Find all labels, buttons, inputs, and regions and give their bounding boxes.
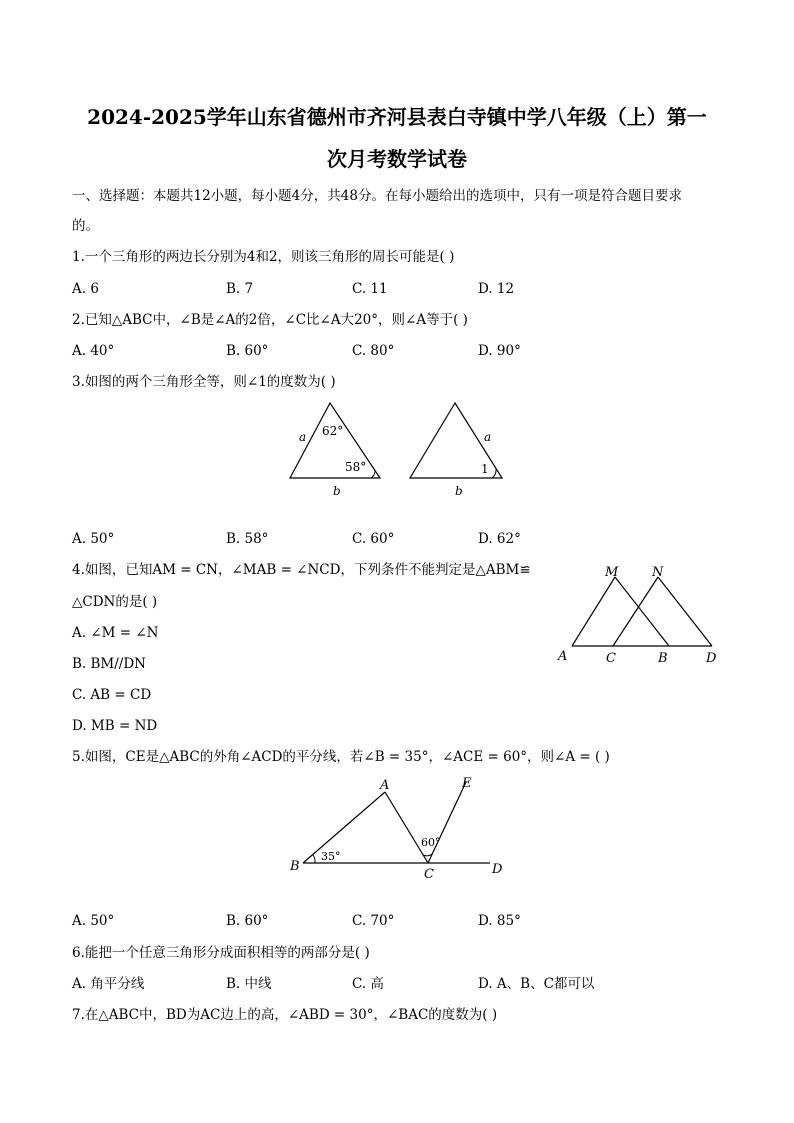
q5-option-c: C. 70° (352, 913, 395, 929)
question-2-stem: 2.已知△ABC中，∠B是∠A的2倍，∠C比∠A大20°，则∠A等于( ) (72, 312, 468, 328)
q3-option-c: C. 60° (352, 531, 395, 547)
q5-angle-ace-label: 60° (421, 836, 441, 849)
q4-label-n: N (652, 565, 664, 580)
question-6-stem: 6.能把一个任意三角形分成面积相等的两部分是( ) (72, 945, 370, 961)
q3-right-side-a: a (484, 430, 492, 444)
q5-option-d: D. 85° (478, 913, 521, 929)
q4-label-m: M (605, 565, 619, 580)
q4-option-a: A. ∠M = ∠N (72, 625, 159, 641)
q5-label-d: D (492, 862, 503, 877)
q3-option-b: B. 58° (226, 531, 269, 547)
q4-option-d: D. MB = ND (72, 718, 158, 734)
exam-title-line1: 2024-2025学年山东省德州市齐河县表白寺镇中学八年级（上）第一 (87, 105, 707, 129)
q3-right-angle-arc (492, 469, 496, 478)
q4-option-c: C. AB = CD (72, 687, 152, 703)
q4-option-b: B. BM//DN (72, 656, 146, 672)
section-heading-cont: 的。 (72, 218, 99, 234)
q5-label-e: E (462, 776, 472, 791)
q5-option-a: A. 50° (72, 913, 115, 929)
q5-option-b: B. 60° (226, 913, 269, 929)
q3-left-angle-right: 58° (345, 460, 367, 474)
q4-figure (555, 560, 725, 670)
question-7-stem: 7.在△ABC中，BD为AC边上的高，∠ABD = 30°，∠BAC的度数为( ) (72, 1007, 498, 1023)
q2-option-c: C. 80° (352, 343, 395, 359)
q5-figure (285, 770, 515, 885)
question-4-stem-cont: △CDN的是( ) (72, 594, 158, 610)
q1-option-a: A. 6 (72, 281, 99, 297)
section-heading: 一、选择题：本题共12小题，每小题4分，共48分。在每小题给出的选项中，只有一项是符合题目要求 (72, 188, 682, 204)
q3-left-side-b: b (333, 484, 341, 498)
q3-left-angle-arc (371, 470, 375, 478)
q4-label-d: D (706, 651, 717, 666)
q5-angle-b-arc (313, 855, 315, 863)
question-1-stem: 1.一个三角形的两边长分别为4和2，则该三角形的周长可能是( ) (72, 249, 455, 265)
q4-label-a: A (558, 649, 568, 664)
q3-triangles-figure (280, 395, 520, 505)
q2-option-a: A. 40° (72, 343, 115, 359)
q1-option-c: C. 11 (352, 281, 388, 297)
q4-label-c: C (606, 651, 616, 666)
q3-left-side-a: a (299, 430, 307, 444)
q3-left-angle-top: 62° (322, 424, 344, 438)
q5-angle-c-arc (423, 854, 432, 856)
q5-label-a: A (380, 778, 390, 793)
q6-option-b: B. 中线 (226, 976, 272, 992)
q4-label-b: B (658, 651, 668, 666)
q3-option-d: D. 62° (478, 531, 521, 547)
q3-right-side-b: b (455, 484, 463, 498)
question-4-stem: 4.如图，已知AM = CN，∠MAB = ∠NCD，下列条件不能判定是△ABM≌ (72, 562, 531, 578)
question-5-stem: 5.如图，CE是△ABC的外角∠ACD的平分线，若∠B = 35°，∠ACE = 60°，则∠A = ( ) (72, 749, 610, 765)
q6-option-a: A. 角平分线 (72, 976, 145, 992)
q5-angle-b-label: 35° (321, 850, 341, 863)
q3-right-angle-1: 1 (481, 462, 489, 476)
question-3-stem: 3.如图的两个三角形全等，则∠1的度数为( ) (72, 374, 336, 390)
q1-option-b: B. 7 (226, 281, 254, 297)
q2-option-b: B. 60° (226, 343, 269, 359)
q5-label-c: C (424, 867, 434, 882)
q3-option-a: A. 50° (72, 531, 115, 547)
q2-option-d: D. 90° (478, 343, 521, 359)
q6-option-d: D. A、B、C都可以 (478, 976, 595, 992)
exam-title-line2: 次月考数学试卷 (327, 147, 467, 171)
q5-label-b: B (290, 859, 300, 874)
q1-option-d: D. 12 (478, 281, 515, 297)
q6-option-c: C. 高 (352, 976, 384, 992)
